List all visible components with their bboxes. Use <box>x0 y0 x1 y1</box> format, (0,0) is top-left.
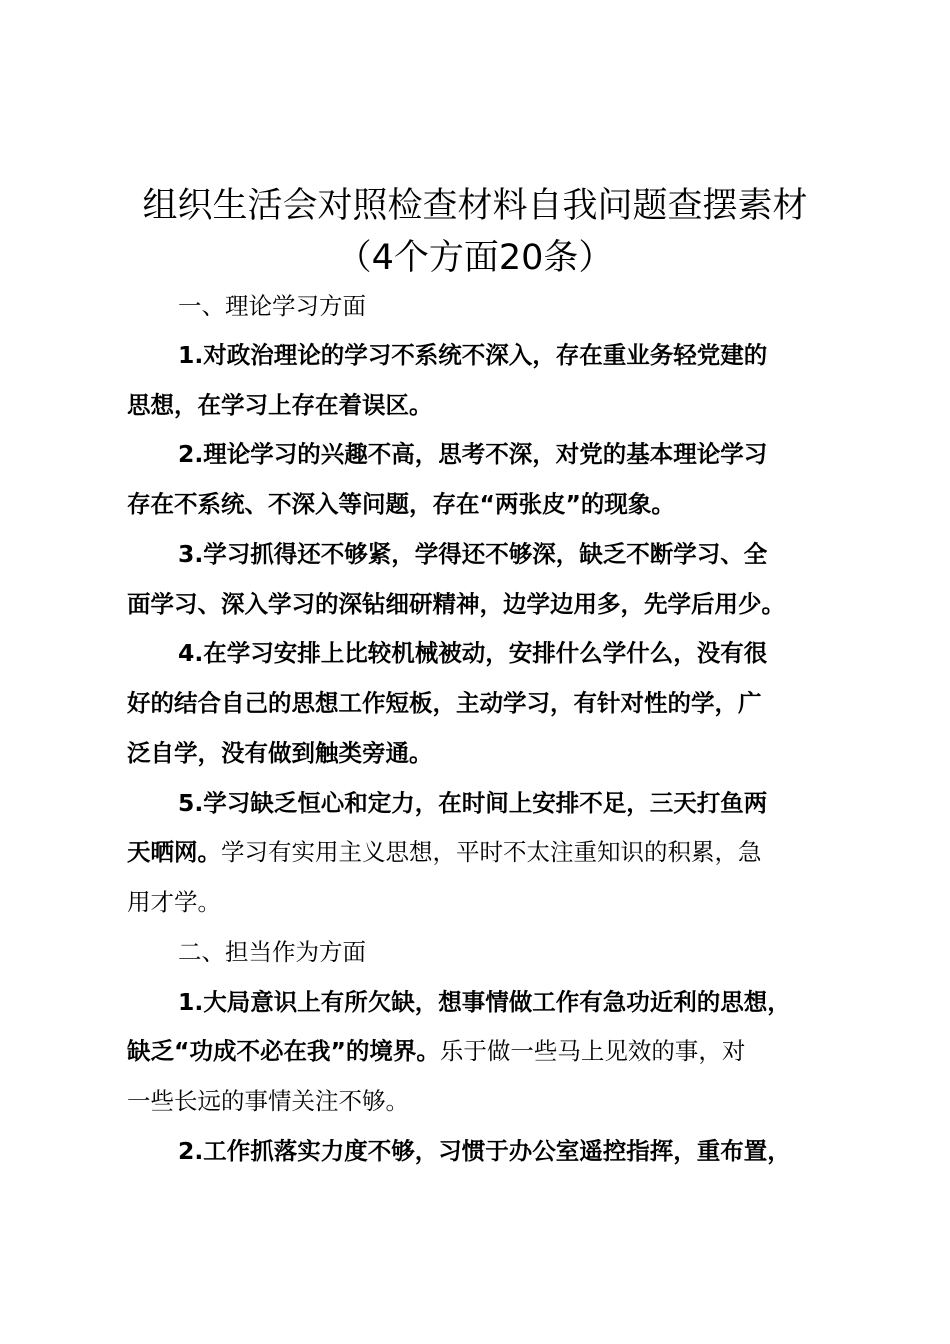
section-1-item-5-line-1 <box>178 788 767 818</box>
section-2-item-1-line-3 <box>127 1086 409 1116</box>
section-1-item-5-line-3 <box>127 887 221 917</box>
item-text-bold: 好的结合自己的思想工作短板，主动学习，有针对性的学，广 <box>127 689 762 717</box>
item-text-bold: 1.对政治理论的学习不系统不深入，存在重业务轻党建的 <box>178 341 768 369</box>
item-text-bold: 面学习、深入学习的深钻细研精神，边学边用多，先学后用少。 <box>127 590 785 618</box>
item-text-bold: 存在不系统、不深入等问题，存在“两张皮”的现象。 <box>127 490 675 518</box>
section-1-item-2-line-1 <box>178 439 767 469</box>
section-2-item-1-line-2 <box>127 1036 745 1066</box>
section-1-item-4-line-1 <box>178 638 767 668</box>
item-text-bold: 缺乏“功成不必在我”的境界。 <box>127 1037 440 1065</box>
item-text-normal: 用才学。 <box>127 888 221 916</box>
item-text-bold: 2.理论学习的兴趣不高，思考不深，对党的基本理论学习 <box>178 440 768 468</box>
section-1-item-4-line-3 <box>127 738 433 768</box>
section-2-item-2-line-1 <box>178 1136 791 1166</box>
document-title-line-2: （4个方面20条） <box>336 238 614 278</box>
item-text-bold: 思想，在学习上存在着误区。 <box>127 391 433 419</box>
item-text-bold: 泛自学，没有做到触类旁通。 <box>127 739 433 767</box>
item-text-bold: 5.学习缺乏恒心和定力，在时间上安排不足，三天打鱼两 <box>178 789 768 817</box>
section-1-item-4-line-2 <box>127 688 762 718</box>
section-1-item-3-line-2 <box>127 589 785 619</box>
section-2-heading: 二、担当作为方面 <box>178 938 366 966</box>
section-1-item-5-line-2 <box>127 837 762 867</box>
item-text-normal: 学习有实用主义思想，平时不太注重知识的积累，急 <box>221 838 762 866</box>
item-text-normal: 一些长远的事情关注不够。 <box>127 1087 409 1115</box>
item-text-bold: 天晒网。 <box>127 838 221 866</box>
section-1-item-1-line-1 <box>178 340 767 370</box>
section-2-item-1-line-1 <box>178 987 791 1017</box>
section-1-item-2-line-2 <box>127 489 675 519</box>
item-text-bold: 1.大局意识上有所欠缺，想事情做工作有急功近利的思想， <box>178 988 791 1016</box>
item-text-bold: 3.学习抓得还不够紧，学得还不够深，缺乏不断学习、全 <box>178 540 768 568</box>
section-1-item-1-line-2 <box>127 390 433 420</box>
item-text-bold: 2.工作抓落实力度不够，习惯于办公室遥控指挥，重布置， <box>178 1137 791 1165</box>
item-text-bold: 4.在学习安排上比较机械被动，安排什么学什么，没有很 <box>178 639 768 667</box>
document-title-line-1: 组织生活会对照检查材料自我问题查摆素材 <box>142 186 808 226</box>
item-text-normal: 乐于做一些马上见效的事，对 <box>439 1037 746 1065</box>
section-1-item-3-line-1 <box>178 539 767 569</box>
section-1-heading: 一、理论学习方面 <box>178 292 366 320</box>
